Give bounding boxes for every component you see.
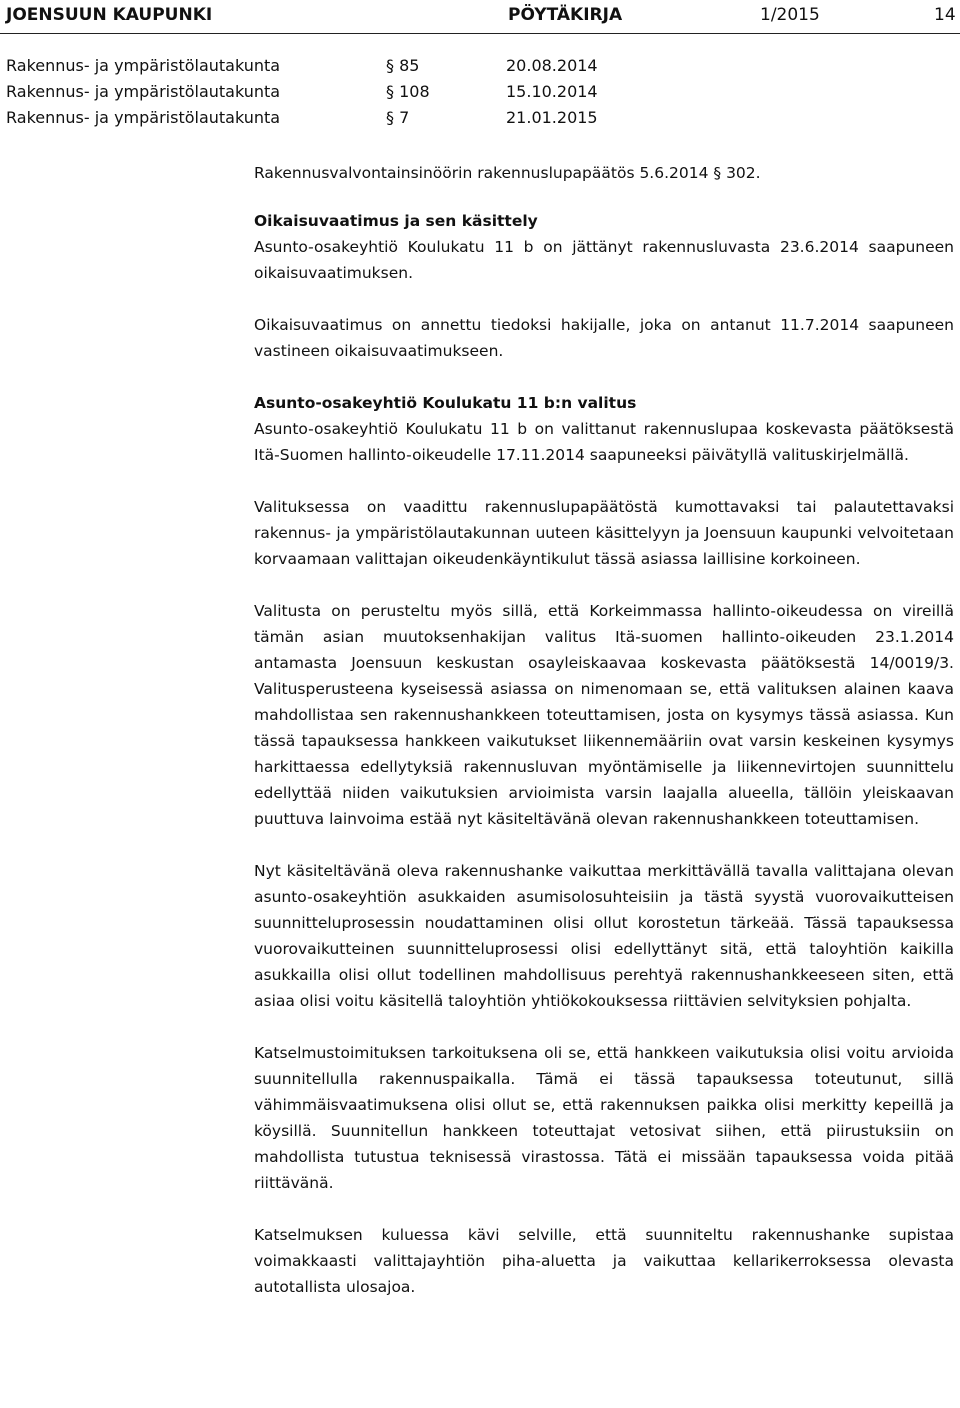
paragraph: Asunto-osakeyhtiö Koulukatu 11 b on valittanut rakennuslupaa koskevasta päätöksestä Itä-Suomen hallinto-oikeudelle 17.11.2014 saapuneeksi päivätyllä valituskirjelmällä. xyxy=(254,420,954,464)
paragraph: Nyt käsiteltävänä oleva rakennushanke vaikuttaa merkittävällä tavalla valittajana olevan asunto-osakeyhtiön asukkaiden asumisolosuhteisiin ja tästä syystä vuorovaikutteisen suunnitteluprosessin noudattaminen olisi ollut korostetun tärkeää. Tässä tapauksessa vuorovaikutteinen suunnitteluprosessi olisi edellyttänyt sitä, että taloyhtiön kaikilla asukkailla olisi ollut todellinen mahdollisuus perehtyä rakennushankkeeseen siten, että asiaa olisi voitu käsitellä taloyhtiön yhtiökokouksessa riittävien selvityksien pohjalta. xyxy=(254,862,954,1010)
paragraph: Valitusta on perusteltu myös sillä, että Korkeimmassa hallinto-oikeudessa on vireillä tämän asian muutoksenhakijan valitus Itä-suomen hallinto-oikeuden 23.1.2014 antamasta Joensuun keskustan osayleiskaavaa koskevasta päätöksestä 14/0019/3. Valitusperusteena kyseisessä asiassa on nimenomaan se, että valituksen alainen kaava mahdollistaa sen rakennushankkeen toteuttamisen, josta on kysymys tässä asiassa. Kun tässä tapauksessa hankkeen vaikutukset liikennemääriin ovat varsin keskeinen kysymys harkittaessa edellytyksiä rakennusluvan myöntämiselle ja liikennevirtojen suunnittelu edellyttää niiden vaikutuksien arvioimista varsin laajalla alueella, tällöin yleiskaavan puuttuva lainvoima estää nyt käsiteltävänä olevan rakennushankkeen toteuttamisen. xyxy=(254,602,954,828)
paragraph: Oikaisuvaatimus on annettu tiedoksi hakijalle, joka on antanut 11.7.2014 saapuneen vastineen oikaisuvaatimukseen. xyxy=(254,316,954,360)
document-type: PÖYTÄKIRJA xyxy=(508,5,623,25)
paragraph-block xyxy=(254,494,954,572)
paragraph: Katselmustoimituksen tarkoituksena oli se, että hankkeen vaikutuksia olisi voitu arvioida suunnitellulla rakennuspaikalla. Tämä ei tässä tapauksessa toteutunut, sillä vähimmäisvaatimuksena olisi ollut se, että rakennuksen paikka olisi merkitty kepeillä ja köysillä. Suunnitellun hankkeen toteuttajat vetosivat siihen, että piirustuksiin on mahdollista tutustua teknisessä virastossa. Tätä ei missään tapauksessa voida pitää riittävänä. xyxy=(254,1044,954,1192)
reference-org: Rakennus- ja ympäristölautakunta xyxy=(6,108,281,127)
reference-section: § 108 xyxy=(386,82,430,101)
paragraph-block xyxy=(254,858,954,1014)
page-number: 14 xyxy=(934,5,956,25)
reference-date: 20.08.2014 xyxy=(506,56,598,75)
reference-org: Rakennus- ja ympäristölautakunta xyxy=(6,56,281,75)
section-heading: Oikaisuvaatimus ja sen käsittely xyxy=(254,212,538,230)
paragraph: Valituksessa on vaadittu rakennuslupapäätöstä kumottavaksi tai palautettavaksi rakennus- ja ympäristölautakunnan uuteen käsittelyyn ja Joensuun kaupunki velvoitetaan korvaamaan valittajan oikeudenkäyntikulut tässä asiassa laillisine korkoineen. xyxy=(254,498,954,568)
paragraph-block xyxy=(254,1040,954,1196)
section-appeal xyxy=(254,390,954,468)
decision-reference: Rakennusvalvontainsinöörin rakennuslupapäätös 5.6.2014 § 302. xyxy=(254,164,761,182)
paragraph: Asunto-osakeyhtiö Koulukatu 11 b on jättänyt rakennusluvasta 23.6.2014 saapuneen oikaisuvaatimuksen. xyxy=(254,238,954,282)
section-appeal-correction xyxy=(254,208,954,286)
paragraph: Katselmuksen kuluessa kävi selville, että suunniteltu rakennushanke supistaa voimakkaasti valittajayhtiön piha-aluetta ja vaikuttaa kellarikerroksessa olevasta autotallista ulosajoa. xyxy=(254,1226,954,1296)
reference-section: § 85 xyxy=(386,56,420,75)
header-rule xyxy=(0,33,960,34)
organization-name: JOENSUUN KAUPUNKI xyxy=(6,5,213,25)
paragraph-block xyxy=(254,598,954,832)
paragraph-block xyxy=(254,1222,954,1300)
reference-date: 21.01.2015 xyxy=(506,108,598,127)
decision-reference-block xyxy=(254,160,954,186)
document-body xyxy=(254,160,954,1300)
paragraph-block xyxy=(254,312,954,364)
section-heading: Asunto-osakeyhtiö Koulukatu 11 b:n valitus xyxy=(254,394,637,412)
reference-org: Rakennus- ja ympäristölautakunta xyxy=(6,82,281,101)
reference-section: § 7 xyxy=(386,108,410,127)
document-number: 1/2015 xyxy=(760,5,820,25)
reference-date: 15.10.2014 xyxy=(506,82,598,101)
